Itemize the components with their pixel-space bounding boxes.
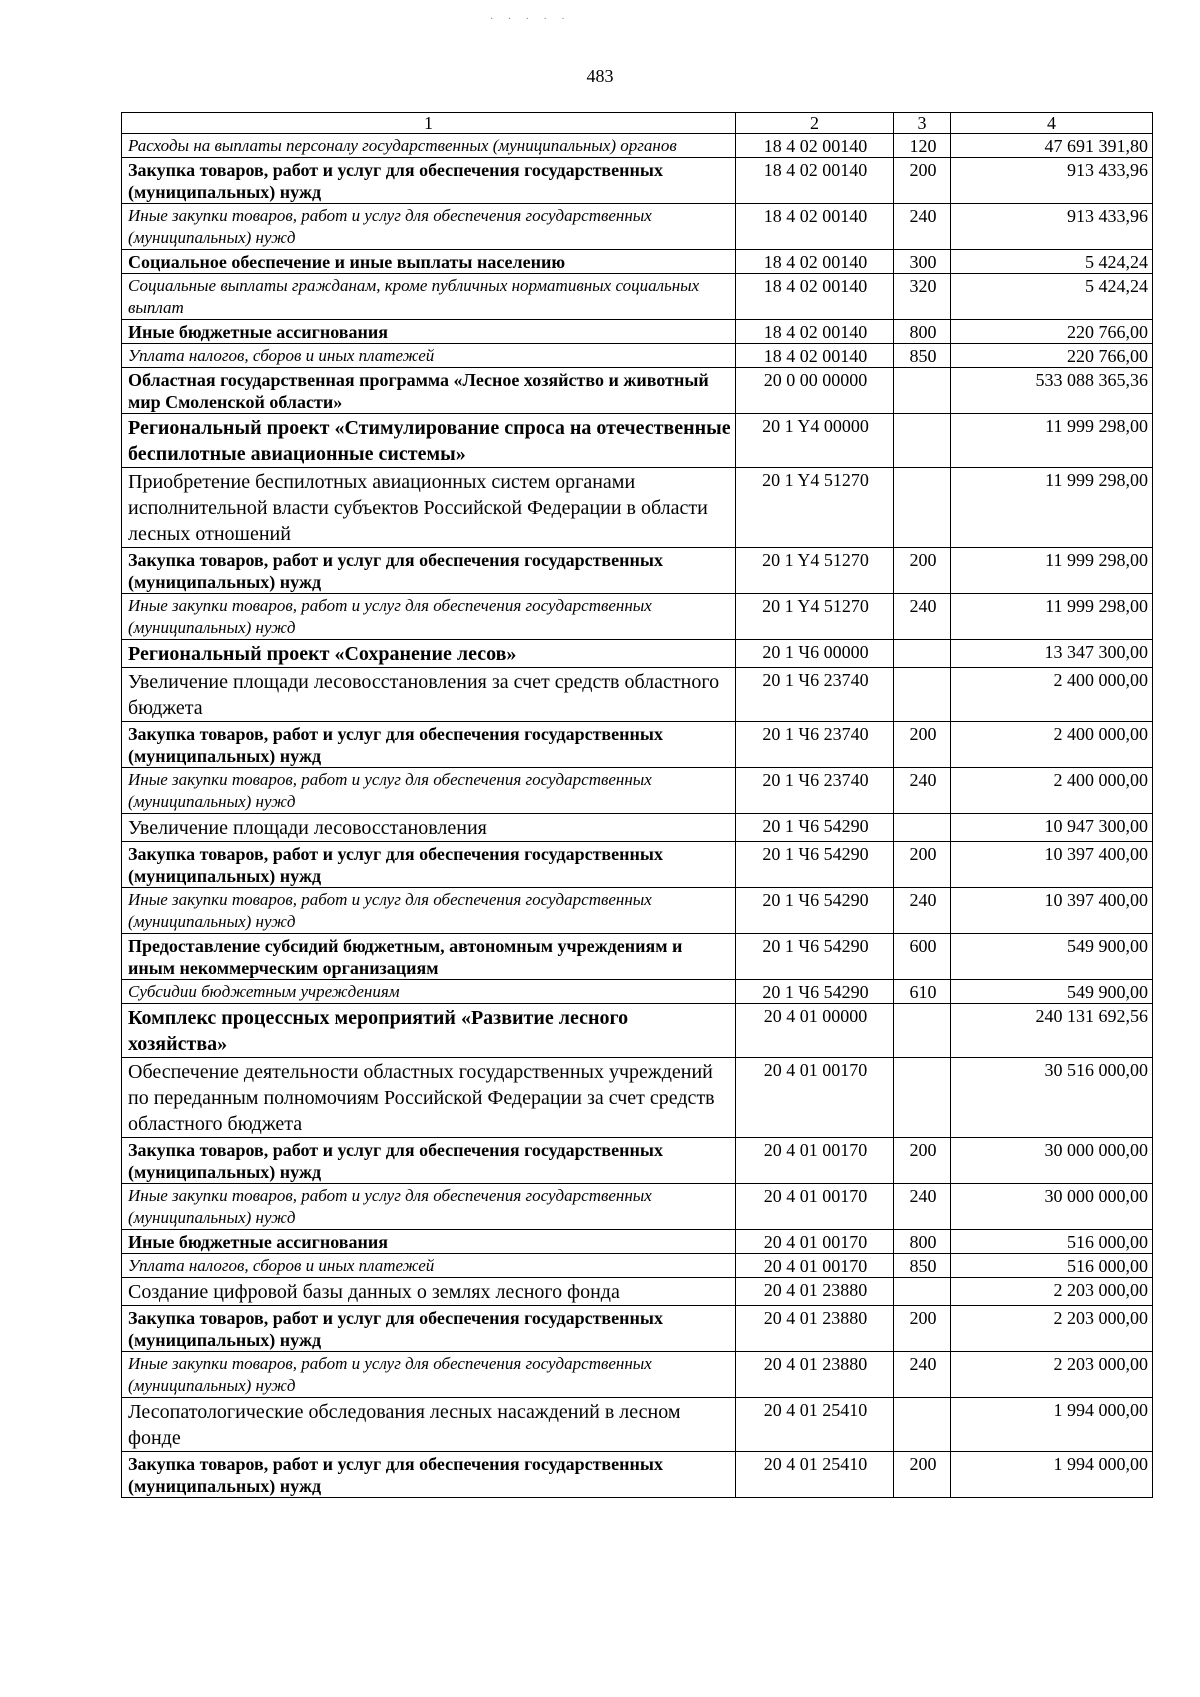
row-sum-cell: 516 000,00 xyxy=(951,1230,1153,1254)
table-row xyxy=(122,1306,1153,1352)
table-row xyxy=(122,274,1153,320)
row-sum-cell: 13 347 300,00 xyxy=(951,640,1153,668)
row-name-cell: Социальные выплаты гражданам, кроме публичных нормативных социальных выплат xyxy=(122,274,736,320)
row-code-cell: 20 4 01 00170 xyxy=(736,1230,894,1254)
row-sum-cell: 30 000 000,00 xyxy=(951,1138,1153,1184)
row-kvr-cell: 240 xyxy=(894,204,951,250)
row-code-cell: 18 4 02 00140 xyxy=(736,158,894,204)
table-row xyxy=(122,640,1153,668)
row-code-cell: 20 4 01 23880 xyxy=(736,1278,894,1306)
table-row xyxy=(122,468,1153,548)
row-kvr-cell: 200 xyxy=(894,842,951,888)
table-row xyxy=(122,320,1153,344)
row-name-cell: Региональный проект «Сохранение лесов» xyxy=(122,640,736,668)
row-kvr-cell: 800 xyxy=(894,1230,951,1254)
table-row xyxy=(122,1184,1153,1230)
row-code-cell: 20 4 01 00170 xyxy=(736,1254,894,1278)
row-kvr-cell: 240 xyxy=(894,1184,951,1230)
row-name-cell: Иные закупки товаров, работ и услуг для обеспечения государственных (муниципальных) нужд xyxy=(122,1352,736,1398)
row-sum-cell: 11 999 298,00 xyxy=(951,548,1153,594)
row-kvr-cell xyxy=(894,814,951,842)
row-name-cell: Увеличение площади лесовосстановления за счет средств областного бюджета xyxy=(122,668,736,722)
table-row xyxy=(122,980,1153,1004)
row-name-cell: Закупка товаров, работ и услуг для обеспечения государственных (муниципальных) нужд xyxy=(122,1306,736,1352)
row-name-cell: Областная государственная программа «Лесное хозяйство и животный мир Смоленской области» xyxy=(122,368,736,414)
row-sum-cell: 5 424,24 xyxy=(951,250,1153,274)
row-sum-cell: 1 994 000,00 xyxy=(951,1452,1153,1498)
header-col-4: 4 xyxy=(951,113,1153,134)
row-name-cell: Иные бюджетные ассигнования xyxy=(122,1230,736,1254)
row-name-cell: Расходы на выплаты персоналу государственных (муниципальных) органов xyxy=(122,134,736,158)
row-sum-cell: 240 131 692,56 xyxy=(951,1004,1153,1058)
row-sum-cell: 11 999 298,00 xyxy=(951,468,1153,548)
row-name-cell: Предоставление субсидий бюджетным, автономным учреждениям и иным некоммерческим организациям xyxy=(122,934,736,980)
page-number: 483 xyxy=(586,66,614,86)
row-name-cell: Закупка товаров, работ и услуг для обеспечения государственных (муниципальных) нужд xyxy=(122,1138,736,1184)
row-kvr-cell: 200 xyxy=(894,1306,951,1352)
row-sum-cell: 220 766,00 xyxy=(951,320,1153,344)
row-sum-cell: 10 397 400,00 xyxy=(951,842,1153,888)
row-code-cell: 20 4 01 23880 xyxy=(736,1306,894,1352)
row-name-cell: Иные закупки товаров, работ и услуг для обеспечения государственных (муниципальных) нужд xyxy=(122,768,736,814)
row-sum-cell: 220 766,00 xyxy=(951,344,1153,368)
row-sum-cell: 10 947 300,00 xyxy=(951,814,1153,842)
row-kvr-cell: 300 xyxy=(894,250,951,274)
row-code-cell: 18 4 02 00140 xyxy=(736,344,894,368)
table-header-row xyxy=(122,113,1153,134)
table-row xyxy=(122,250,1153,274)
table-row xyxy=(122,1352,1153,1398)
table-row xyxy=(122,668,1153,722)
row-code-cell: 20 4 01 00170 xyxy=(736,1138,894,1184)
row-sum-cell: 11 999 298,00 xyxy=(951,594,1153,640)
row-code-cell: 18 4 02 00140 xyxy=(736,320,894,344)
row-name-cell: Обеспечение деятельности областных государственных учреждений по переданным полномочиям Российской Федерации за счет средств областного бюджета xyxy=(122,1058,736,1138)
table-row xyxy=(122,934,1153,980)
table-row xyxy=(122,722,1153,768)
row-name-cell: Создание цифровой базы данных о землях лесного фонда xyxy=(122,1278,736,1306)
row-code-cell: 20 4 01 00170 xyxy=(736,1184,894,1230)
row-sum-cell: 30 000 000,00 xyxy=(951,1184,1153,1230)
row-kvr-cell: 240 xyxy=(894,1352,951,1398)
table-row xyxy=(122,204,1153,250)
row-code-cell: 20 4 01 25410 xyxy=(736,1452,894,1498)
table-row xyxy=(122,842,1153,888)
row-kvr-cell xyxy=(894,1398,951,1452)
row-name-cell: Закупка товаров, работ и услуг для обеспечения государственных (муниципальных) нужд xyxy=(122,158,736,204)
table-row xyxy=(122,1230,1153,1254)
row-code-cell: 20 4 01 23880 xyxy=(736,1352,894,1398)
table-row xyxy=(122,1058,1153,1138)
header-col-3: 3 xyxy=(894,113,951,134)
row-sum-cell: 1 994 000,00 xyxy=(951,1398,1153,1452)
row-kvr-cell: 240 xyxy=(894,888,951,934)
row-name-cell: Иные закупки товаров, работ и услуг для обеспечения государственных (муниципальных) нужд xyxy=(122,888,736,934)
row-kvr-cell: 200 xyxy=(894,158,951,204)
row-kvr-cell: 120 xyxy=(894,134,951,158)
table-row xyxy=(122,414,1153,468)
row-sum-cell: 11 999 298,00 xyxy=(951,414,1153,468)
row-sum-cell: 5 424,24 xyxy=(951,274,1153,320)
row-sum-cell: 2 203 000,00 xyxy=(951,1352,1153,1398)
row-code-cell: 20 1 Y4 51270 xyxy=(736,594,894,640)
row-name-cell: Закупка товаров, работ и услуг для обеспечения государственных (муниципальных) нужд xyxy=(122,1452,736,1498)
row-name-cell: Социальное обеспечение и иные выплаты населению xyxy=(122,250,736,274)
table-row xyxy=(122,1004,1153,1058)
row-sum-cell: 47 691 391,80 xyxy=(951,134,1153,158)
row-name-cell: Уплата налогов, сборов и иных платежей xyxy=(122,1254,736,1278)
row-sum-cell: 913 433,96 xyxy=(951,158,1153,204)
row-kvr-cell xyxy=(894,468,951,548)
row-sum-cell: 549 900,00 xyxy=(951,980,1153,1004)
row-code-cell: 20 4 01 00170 xyxy=(736,1058,894,1138)
table-row xyxy=(122,158,1153,204)
row-kvr-cell: 200 xyxy=(894,1138,951,1184)
row-name-cell: Лесопатологические обследования лесных насаждений в лесном фонде xyxy=(122,1398,736,1452)
scan-specks: · · · · · xyxy=(490,14,571,25)
row-code-cell: 20 1 Y4 51270 xyxy=(736,548,894,594)
row-name-cell: Иные закупки товаров, работ и услуг для обеспечения государственных (муниципальных) нужд xyxy=(122,204,736,250)
row-sum-cell: 913 433,96 xyxy=(951,204,1153,250)
row-name-cell: Субсидии бюджетным учреждениям xyxy=(122,980,736,1004)
row-sum-cell: 2 203 000,00 xyxy=(951,1278,1153,1306)
table-row xyxy=(122,814,1153,842)
row-name-cell: Иные бюджетные ассигнования xyxy=(122,320,736,344)
row-code-cell: 20 4 01 00000 xyxy=(736,1004,894,1058)
row-name-cell: Закупка товаров, работ и услуг для обеспечения государственных (муниципальных) нужд xyxy=(122,842,736,888)
table-row xyxy=(122,1398,1153,1452)
row-name-cell: Иные закупки товаров, работ и услуг для обеспечения государственных (муниципальных) нужд xyxy=(122,1184,736,1230)
row-code-cell: 18 4 02 00140 xyxy=(736,134,894,158)
row-code-cell: 20 1 Y4 00000 xyxy=(736,414,894,468)
header-col-1: 1 xyxy=(122,113,736,134)
row-code-cell: 20 1 Ч6 54290 xyxy=(736,842,894,888)
table-row xyxy=(122,594,1153,640)
row-name-cell: Иные закупки товаров, работ и услуг для обеспечения государственных (муниципальных) нужд xyxy=(122,594,736,640)
row-kvr-cell: 800 xyxy=(894,320,951,344)
row-kvr-cell: 200 xyxy=(894,548,951,594)
row-kvr-cell xyxy=(894,414,951,468)
row-code-cell: 20 1 Ч6 54290 xyxy=(736,888,894,934)
row-code-cell: 20 1 Y4 51270 xyxy=(736,468,894,548)
budget-table xyxy=(121,112,1153,1498)
row-sum-cell: 2 400 000,00 xyxy=(951,722,1153,768)
row-kvr-cell: 850 xyxy=(894,1254,951,1278)
row-sum-cell: 549 900,00 xyxy=(951,934,1153,980)
row-code-cell: 20 0 00 00000 xyxy=(736,368,894,414)
row-code-cell: 18 4 02 00140 xyxy=(736,204,894,250)
row-code-cell: 18 4 02 00140 xyxy=(736,274,894,320)
table-row xyxy=(122,368,1153,414)
row-kvr-cell: 240 xyxy=(894,768,951,814)
table-row xyxy=(122,548,1153,594)
row-name-cell: Увеличение площади лесовосстановления xyxy=(122,814,736,842)
row-name-cell: Уплата налогов, сборов и иных платежей xyxy=(122,344,736,368)
row-name-cell: Закупка товаров, работ и услуг для обеспечения государственных (муниципальных) нужд xyxy=(122,548,736,594)
row-kvr-cell xyxy=(894,640,951,668)
row-name-cell: Закупка товаров, работ и услуг для обеспечения государственных (муниципальных) нужд xyxy=(122,722,736,768)
row-sum-cell: 10 397 400,00 xyxy=(951,888,1153,934)
row-kvr-cell: 200 xyxy=(894,1452,951,1498)
table-row xyxy=(122,344,1153,368)
row-kvr-cell xyxy=(894,368,951,414)
row-code-cell: 20 1 Ч6 54290 xyxy=(736,934,894,980)
row-sum-cell: 516 000,00 xyxy=(951,1254,1153,1278)
row-kvr-cell: 200 xyxy=(894,722,951,768)
row-sum-cell: 30 516 000,00 xyxy=(951,1058,1153,1138)
table-row xyxy=(122,1452,1153,1498)
table-row xyxy=(122,1254,1153,1278)
row-sum-cell: 2 400 000,00 xyxy=(951,768,1153,814)
row-kvr-cell: 240 xyxy=(894,594,951,640)
row-kvr-cell: 850 xyxy=(894,344,951,368)
row-code-cell: 20 1 Ч6 23740 xyxy=(736,722,894,768)
row-kvr-cell: 320 xyxy=(894,274,951,320)
row-kvr-cell xyxy=(894,1278,951,1306)
row-kvr-cell: 610 xyxy=(894,980,951,1004)
row-sum-cell: 2 203 000,00 xyxy=(951,1306,1153,1352)
row-name-cell: Приобретение беспилотных авиационных систем органами исполнительной власти субъектов Российской Федерации в области лесных отношений xyxy=(122,468,736,548)
row-code-cell: 20 1 Ч6 23740 xyxy=(736,768,894,814)
header-col-2: 2 xyxy=(736,113,894,134)
row-code-cell: 20 1 Ч6 23740 xyxy=(736,668,894,722)
row-name-cell: Региональный проект «Стимулирование спроса на отечественные беспилотные авиационные системы» xyxy=(122,414,736,468)
row-kvr-cell xyxy=(894,1058,951,1138)
row-kvr-cell: 600 xyxy=(894,934,951,980)
row-kvr-cell xyxy=(894,1004,951,1058)
row-code-cell: 20 1 Ч6 00000 xyxy=(736,640,894,668)
row-sum-cell: 2 400 000,00 xyxy=(951,668,1153,722)
table-body xyxy=(122,134,1153,1498)
row-name-cell: Комплекс процессных мероприятий «Развитие лесного хозяйства» xyxy=(122,1004,736,1058)
row-sum-cell: 533 088 365,36 xyxy=(951,368,1153,414)
row-code-cell: 18 4 02 00140 xyxy=(736,250,894,274)
table-row xyxy=(122,134,1153,158)
table-row xyxy=(122,1138,1153,1184)
row-code-cell: 20 1 Ч6 54290 xyxy=(736,814,894,842)
table-row xyxy=(122,1278,1153,1306)
row-code-cell: 20 1 Ч6 54290 xyxy=(736,980,894,1004)
row-kvr-cell xyxy=(894,668,951,722)
table-row xyxy=(122,768,1153,814)
table-row xyxy=(122,888,1153,934)
row-code-cell: 20 4 01 25410 xyxy=(736,1398,894,1452)
